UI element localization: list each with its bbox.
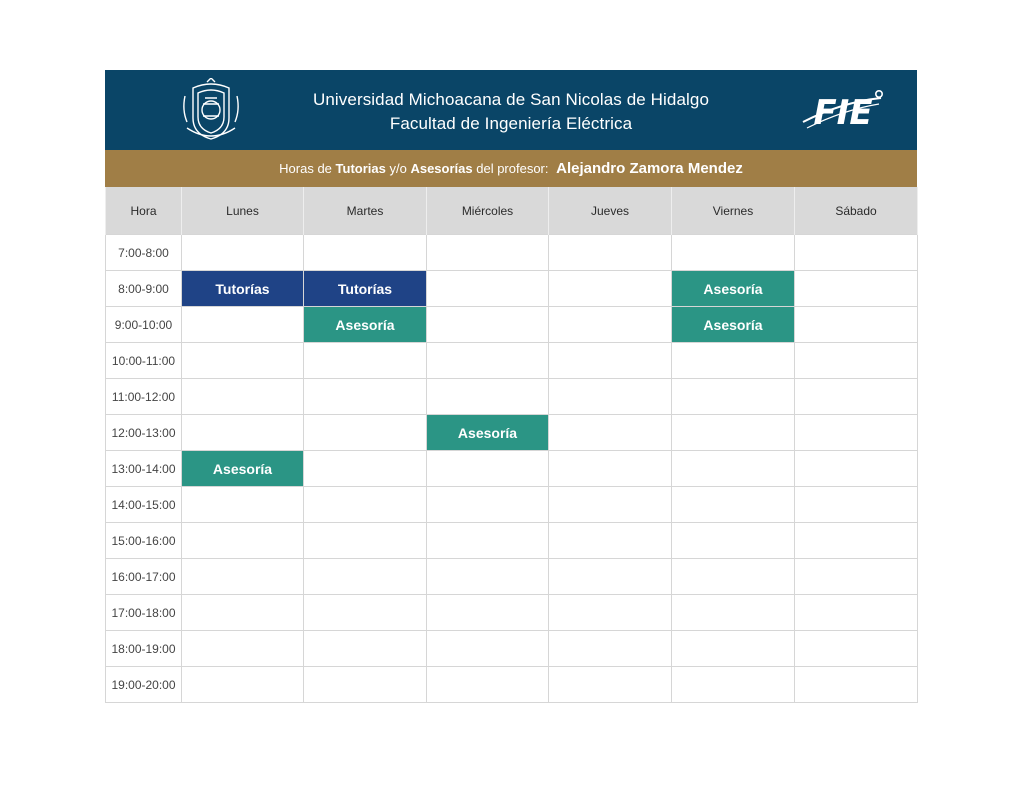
hour-cell: 7:00-8:00 <box>106 235 182 271</box>
hour-cell: 18:00-19:00 <box>106 631 182 667</box>
column-header: Viernes <box>672 187 795 235</box>
empty-slot <box>549 307 672 343</box>
empty-slot <box>182 559 304 595</box>
column-header: Martes <box>304 187 427 235</box>
empty-slot <box>427 667 549 703</box>
empty-slot <box>182 595 304 631</box>
empty-slot <box>182 235 304 271</box>
empty-slot <box>304 595 427 631</box>
faculty-name: Facultad de Ingeniería Eléctrica <box>389 114 633 133</box>
empty-slot <box>549 343 672 379</box>
table-row <box>106 487 918 523</box>
empty-slot <box>672 379 795 415</box>
empty-slot <box>795 487 918 523</box>
asesoria-slot: Asesoría <box>182 451 304 487</box>
empty-slot <box>304 343 427 379</box>
tutoria-slot: Tutorías <box>182 271 304 307</box>
empty-slot <box>795 271 918 307</box>
empty-slot <box>427 559 549 595</box>
empty-slot <box>427 235 549 271</box>
professor-band <box>105 150 917 187</box>
hour-cell: 17:00-18:00 <box>106 595 182 631</box>
empty-slot <box>795 343 918 379</box>
empty-slot <box>795 523 918 559</box>
empty-slot <box>795 307 918 343</box>
university-name: Universidad Michoacana de San Nicolas de Hidalgo <box>312 90 710 109</box>
empty-slot <box>427 271 549 307</box>
empty-slot <box>795 379 918 415</box>
schedule-table <box>105 187 918 703</box>
empty-slot <box>549 631 672 667</box>
hour-cell: 11:00-12:00 <box>106 379 182 415</box>
empty-slot <box>304 559 427 595</box>
hour-cell: 12:00-13:00 <box>106 415 182 451</box>
empty-slot <box>427 307 549 343</box>
empty-slot <box>182 523 304 559</box>
subheader-prefix: Horas de <box>279 161 332 176</box>
empty-slot <box>182 343 304 379</box>
empty-slot <box>795 631 918 667</box>
empty-slot <box>672 487 795 523</box>
asesoria-slot: Asesoría <box>427 415 549 451</box>
empty-slot <box>549 487 672 523</box>
empty-slot <box>672 235 795 271</box>
empty-slot <box>549 667 672 703</box>
table-row <box>106 415 918 451</box>
hour-cell: 19:00-20:00 <box>106 667 182 703</box>
column-header: Miércoles <box>427 187 549 235</box>
table-row <box>106 307 918 343</box>
empty-slot <box>427 595 549 631</box>
asesoria-slot: Asesoría <box>304 307 427 343</box>
empty-slot <box>549 595 672 631</box>
empty-slot <box>427 523 549 559</box>
empty-slot <box>182 631 304 667</box>
empty-slot <box>672 559 795 595</box>
column-header: Sábado <box>795 187 918 235</box>
asesoria-slot: Asesoría <box>672 271 795 307</box>
empty-slot <box>795 667 918 703</box>
column-header: Jueves <box>549 187 672 235</box>
empty-slot <box>304 415 427 451</box>
table-row <box>106 451 918 487</box>
table-row <box>106 343 918 379</box>
empty-slot <box>549 451 672 487</box>
professor-name: Alejandro Zamora Mendez <box>556 160 743 177</box>
subheader-asesorias: Asesorías <box>410 161 473 176</box>
table-row <box>106 667 918 703</box>
column-header: Hora <box>106 187 182 235</box>
table-row <box>106 235 918 271</box>
empty-slot <box>427 631 549 667</box>
empty-slot <box>672 451 795 487</box>
asesoria-slot: Asesoría <box>672 307 795 343</box>
empty-slot <box>182 379 304 415</box>
empty-slot <box>427 379 549 415</box>
empty-slot <box>304 487 427 523</box>
empty-slot <box>427 343 549 379</box>
empty-slot <box>304 523 427 559</box>
empty-slot <box>795 559 918 595</box>
empty-slot <box>549 559 672 595</box>
empty-slot <box>427 451 549 487</box>
empty-slot <box>304 379 427 415</box>
subheader-middle: y/o <box>389 161 407 176</box>
empty-slot <box>795 451 918 487</box>
empty-slot <box>182 415 304 451</box>
tutoria-slot: Tutorías <box>304 271 427 307</box>
hour-cell: 16:00-17:00 <box>106 559 182 595</box>
empty-slot <box>304 631 427 667</box>
empty-slot <box>182 307 304 343</box>
empty-slot <box>304 235 427 271</box>
subheader-tutorias: Tutorias <box>335 161 386 176</box>
empty-slot <box>427 487 549 523</box>
empty-slot <box>795 415 918 451</box>
hour-cell: 14:00-15:00 <box>106 487 182 523</box>
empty-slot <box>672 343 795 379</box>
fie-logo-text: FIE <box>813 93 873 133</box>
empty-slot <box>182 487 304 523</box>
empty-slot <box>549 271 672 307</box>
empty-slot <box>182 667 304 703</box>
fie-logo <box>797 80 887 140</box>
empty-slot <box>549 415 672 451</box>
empty-slot <box>549 379 672 415</box>
hour-cell: 10:00-11:00 <box>106 343 182 379</box>
empty-slot <box>304 667 427 703</box>
institution-title <box>105 88 917 136</box>
empty-slot <box>549 523 672 559</box>
hour-cell: 9:00-10:00 <box>106 307 182 343</box>
table-row <box>106 631 918 667</box>
column-header: Lunes <box>182 187 304 235</box>
table-row <box>106 559 918 595</box>
page-header <box>105 70 917 150</box>
empty-slot <box>672 631 795 667</box>
hour-cell: 8:00-9:00 <box>106 271 182 307</box>
schedule-header-row <box>106 187 918 235</box>
table-row <box>106 379 918 415</box>
empty-slot <box>795 235 918 271</box>
table-row <box>106 595 918 631</box>
empty-slot <box>672 667 795 703</box>
schedule-body <box>106 235 918 703</box>
hour-cell: 15:00-16:00 <box>106 523 182 559</box>
subheader-suffix: del profesor: <box>476 161 549 176</box>
empty-slot <box>672 595 795 631</box>
empty-slot <box>795 595 918 631</box>
empty-slot <box>672 415 795 451</box>
table-row <box>106 271 918 307</box>
table-row <box>106 523 918 559</box>
empty-slot <box>549 235 672 271</box>
empty-slot <box>304 451 427 487</box>
empty-slot <box>672 523 795 559</box>
hour-cell: 13:00-14:00 <box>106 451 182 487</box>
